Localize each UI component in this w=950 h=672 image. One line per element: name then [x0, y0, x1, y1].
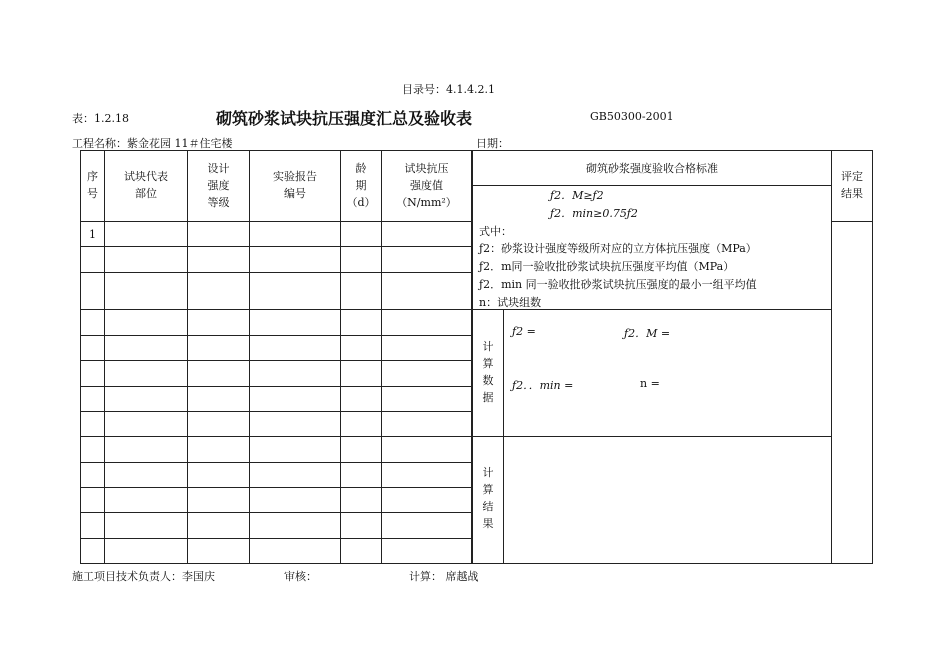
note-f2min: ƒ2．min 同一验收批砂浆试块抗压强度的最小一组平均值	[479, 278, 757, 291]
note-f2m: ƒ2．m同一验收批砂浆试块抗压强度平均值（MPa）	[479, 260, 735, 273]
note-intro: 式中：	[479, 225, 512, 238]
catalog-number: 目录号：4.1.4.2.1	[402, 83, 495, 96]
header-age: 龄 期 （d）	[346, 162, 376, 209]
calc-f2m: ƒ2．M =	[624, 327, 671, 340]
footer-review: 审核：	[284, 570, 317, 583]
formula-mean: ƒ2．M≥ƒ2	[550, 189, 604, 202]
header-criteria: 砌筑砂浆强度验收合格标准	[586, 162, 718, 175]
header-report-no: 实验报告 编号	[273, 170, 317, 200]
row-1-seq: 1	[89, 228, 96, 241]
calc-f2min: ƒ2．．min =	[512, 379, 574, 392]
calc-n: n =	[640, 377, 660, 390]
header-evaluation: 评定 结果	[841, 170, 863, 200]
table-number: 表：1.2.18	[72, 112, 129, 125]
document-title: 砌筑砂浆试块抗压强度汇总及验收表	[216, 109, 473, 128]
calc-result-label: 计 算 结 果	[482, 466, 494, 530]
standard-code: GB50300-2001	[590, 110, 674, 123]
footer-calc: 计算： 席越战	[409, 570, 479, 583]
footer-tech-lead: 施工项目技术负责人：李国庆	[72, 570, 215, 583]
header-location: 试块代表 部位	[124, 170, 168, 200]
calc-data-label: 计 算 数 据	[482, 340, 494, 404]
header-design-grade: 设计 强度 等级	[207, 162, 230, 209]
date-label: 日期：	[476, 137, 509, 150]
formula-min: ƒ2．min≥0.75ƒ2	[550, 207, 638, 220]
header-strength: 试块抗压 强度值 （N/mm²）	[396, 162, 457, 209]
note-f2: ƒ2：砂浆设计强度等级所对应的立方体抗压强度（MPa）	[479, 242, 757, 255]
calc-f2: ƒ2 =	[512, 325, 536, 338]
project-name: 工程名称：紫金花园 11＃住宅楼	[72, 137, 233, 150]
note-n: n：试块组数	[479, 296, 542, 309]
header-seq: 序 号	[87, 170, 98, 200]
